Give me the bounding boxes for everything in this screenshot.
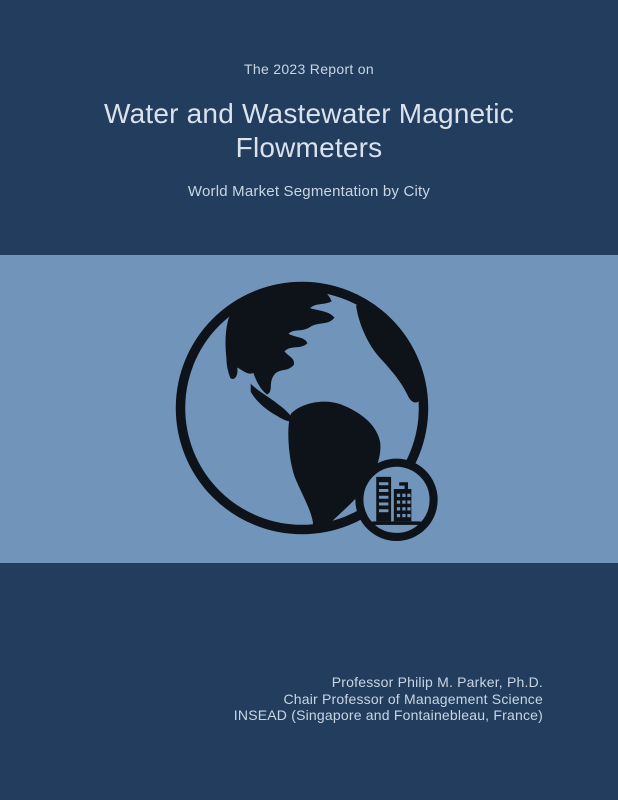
globe-americas-icon [167, 273, 437, 543]
author-affiliation: INSEAD (Singapore and Fontainebleau, France) [233, 707, 543, 723]
author-role: Chair Professor of Management Science [283, 690, 543, 707]
report-subtitle: World Market Segmentation by City [187, 183, 431, 200]
city-buildings-badge-icon [359, 463, 433, 537]
report-title [0, 97, 618, 165]
globe-artwork [167, 273, 437, 543]
africa-europe-silhouette [356, 305, 421, 403]
central-america-silhouette [251, 384, 296, 422]
report-title-line-2: Flowmeters [235, 132, 383, 163]
author-block [234, 674, 543, 724]
report-eyebrow: The 2023 Report on [244, 61, 374, 77]
author-name: Professor Philip M. Parker, Ph.D. [331, 674, 543, 690]
report-title-line-1: Water and Wastewater Magnetic [104, 98, 514, 129]
